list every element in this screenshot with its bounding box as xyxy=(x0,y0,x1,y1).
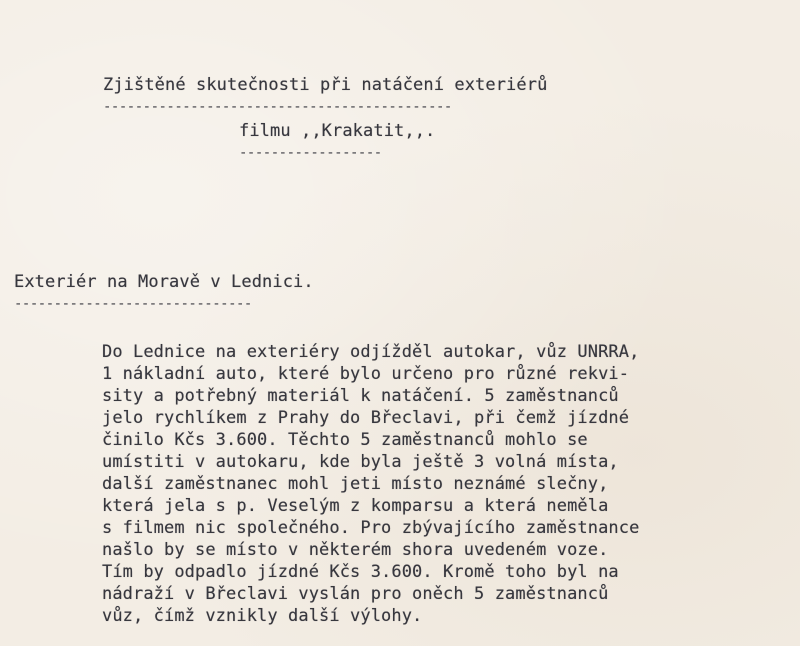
section-heading-underline: ------------------------------ xyxy=(14,297,252,311)
paragraph-line: Do Lednice na exteriéry odjížděl autokar, vůz UNRRA, xyxy=(102,342,640,362)
paragraph-line: s filmem nic společného. Pro zbývajícího zaměstnance xyxy=(102,518,640,538)
document-title-line-1: Zjištěné skutečnosti při natáčení exteriérů xyxy=(103,75,548,95)
paragraph-line: našlo by se místo v některém shora uvedeném voze. xyxy=(102,540,609,560)
paragraph-line: nádraží v Břeclavi vyslán pro oněch 5 zaměstnanců xyxy=(102,584,609,604)
document-title-underline-1: -------------------------------------------- xyxy=(103,100,452,114)
paragraph-line: vůz, čímž vznikly další výlohy. xyxy=(102,606,423,626)
paragraph-line: 1 nákladní auto, které bylo určeno pro různé rekvi- xyxy=(102,364,630,384)
paragraph-line: další zaměstnanec mohl jeti místo neznámé slečny, xyxy=(102,474,609,494)
section-heading: Exteriér na Moravě v Lednici. xyxy=(14,272,314,292)
paragraph-line: která jela s p. Veselým z komparsu a která neměla xyxy=(102,496,609,516)
document-title-underline-2: ------------------ xyxy=(239,146,382,160)
paragraph-line: umístiti v autokaru, kde byla ještě 3 volná místa, xyxy=(102,452,619,472)
paragraph-line: činilo Kčs 3.600. Těchto 5 zaměstnanců mohlo se xyxy=(102,430,588,450)
paragraph-line: Tím by odpadlo jízdné Kčs 3.600. Kromě toho byl na xyxy=(102,562,619,582)
paragraph-line: jelo rychlíkem z Prahy do Břeclavi, při čemž jízdné xyxy=(102,408,630,428)
paragraph-line: sity a potřebný materiál k natáčení. 5 zaměstnanců xyxy=(102,386,619,406)
document-title-line-2: filmu ,,Krakatit,,. xyxy=(239,121,436,141)
